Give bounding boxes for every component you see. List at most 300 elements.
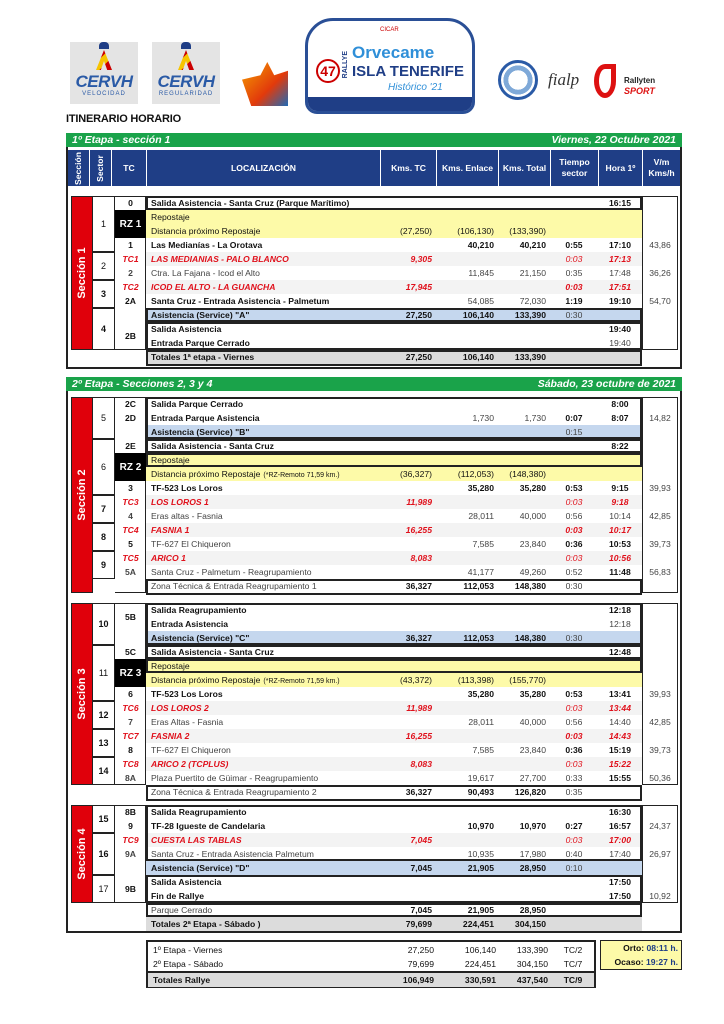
cell-tiempo: 0:30 bbox=[565, 581, 583, 591]
logo-sub-text: REGULARIDAD bbox=[158, 91, 214, 97]
rally-plate-logo bbox=[305, 18, 475, 114]
cell-vm: 36,26 bbox=[649, 268, 671, 278]
etapa2-title: 2º Etapa - Secciones 2, 3 y 4 bbox=[72, 378, 213, 390]
cell-vm: 42,85 bbox=[649, 717, 671, 727]
cell-kmen: 112,053 bbox=[463, 633, 494, 643]
cell-kmen: 10,935 bbox=[467, 849, 494, 859]
cell-tiempo: 0:03 bbox=[565, 525, 583, 535]
cell-tiempo: 0:30 bbox=[565, 633, 583, 643]
col-localizacion: LOCALIZACIÓN bbox=[147, 150, 381, 186]
cell-kmtc: (36,327) bbox=[399, 469, 432, 479]
summary-row-etapa1 bbox=[148, 943, 594, 957]
cell-kmto: (148,380) bbox=[509, 469, 546, 479]
logo-sub-text: VELOCIDAD bbox=[82, 91, 126, 97]
cell-tiempo: 0:27 bbox=[565, 821, 583, 831]
sector-number: 10 bbox=[93, 603, 115, 645]
sector-number: 15 bbox=[93, 805, 115, 833]
sector-number: 14 bbox=[93, 757, 115, 785]
cell-hora: 9:15 bbox=[611, 483, 629, 493]
cell-loc: Ctra. La Fajana - Icod el Alto bbox=[151, 268, 260, 278]
cell-kmtc: 8,083 bbox=[410, 759, 432, 769]
cell-hora: 16:15 bbox=[609, 198, 631, 208]
tc-code: TC8 bbox=[122, 759, 139, 769]
cell-tiempo: 0:55 bbox=[565, 240, 583, 250]
cell-kmen: 90,493 bbox=[467, 787, 494, 797]
cell-loc: Salida Asistencia - Santa Cruz bbox=[151, 647, 274, 657]
cell-loc: ICOD EL ALTO - LA GUANCHA bbox=[151, 282, 276, 292]
logo-brand-text: CERVH bbox=[75, 72, 133, 91]
cell-tiempo: 0:53 bbox=[565, 689, 583, 699]
cell-kmto: 23,840 bbox=[519, 539, 546, 549]
cell-loc: Zona Técnica & Entrada Reagrupamiento 2 bbox=[151, 787, 317, 797]
col-hora: Hora 1º bbox=[599, 150, 643, 186]
cell-hora: 17:50 bbox=[609, 891, 631, 901]
tc-code: 5A bbox=[125, 567, 136, 577]
cell-vm: 24,37 bbox=[649, 821, 671, 831]
cell-loc: Entrada Parque Cerrado bbox=[151, 338, 250, 348]
table-row bbox=[146, 238, 642, 252]
summary-label: 2º Etapa - Sábado bbox=[153, 959, 224, 969]
etapa2-date: Sábado, 23 octubre de 2021 bbox=[537, 378, 676, 390]
cell-kmen: 41,177 bbox=[467, 567, 494, 577]
cell-tiempo bbox=[550, 350, 598, 364]
cell-kmen: 106,140 bbox=[462, 310, 494, 320]
loc2-text: Distancia próximo Repostaje bbox=[151, 675, 261, 685]
col-kms-enlace: Kms. Enlace bbox=[437, 150, 499, 186]
cell-kmtc: 27,250 bbox=[405, 352, 432, 362]
cell-hora: 11:48 bbox=[609, 567, 631, 577]
cell-kmen: 112,053 bbox=[463, 581, 494, 591]
cell-loc: Salida Asistencia bbox=[151, 324, 222, 334]
cell-kmtc: 27,250 bbox=[405, 310, 432, 320]
tc-code: 1 bbox=[128, 240, 133, 250]
cell-loc: Asistencia (Service) "D" bbox=[151, 863, 250, 873]
tc-code: 2D bbox=[125, 413, 136, 423]
rz-note: (*RZ-Remoto 71,59 km.) bbox=[263, 678, 340, 685]
table-row bbox=[146, 350, 642, 364]
cell-loc: Salida Asistencia bbox=[151, 877, 222, 887]
fialp-logo: fialp bbox=[548, 70, 580, 89]
cell-tiempo: 0:33 bbox=[565, 773, 583, 783]
tc-code: 2C bbox=[125, 399, 136, 409]
tc-code: 8B bbox=[125, 807, 136, 817]
col-tiempo: Tiempo sector bbox=[551, 150, 599, 186]
summary-kmto: 437,540 bbox=[516, 975, 548, 985]
cell-kmtc: 7,045 bbox=[410, 835, 432, 845]
cell-loc: Repostaje bbox=[151, 212, 190, 222]
cell-loc: Zona Técnica & Entrada Reagrupamiento 1 bbox=[151, 581, 317, 591]
cell-kmen: 28,011 bbox=[468, 511, 494, 521]
cell-kmen: 35,280 bbox=[467, 483, 494, 493]
col-vm: V/m Kms/h bbox=[648, 157, 675, 178]
tc-code: 2B bbox=[125, 331, 136, 341]
crest-icon bbox=[94, 42, 114, 67]
cell-tiempo: 0:35 bbox=[565, 787, 583, 797]
cell-kmen bbox=[436, 336, 498, 350]
cell-kmtc: 16,255 bbox=[405, 731, 432, 741]
summary-tc: TC/7 bbox=[563, 959, 583, 969]
cell-kmen: 7,585 bbox=[472, 539, 494, 549]
cell-kmto: 148,380 bbox=[514, 633, 546, 643]
cell-kmen bbox=[436, 196, 498, 210]
cell-vm: 10,92 bbox=[649, 891, 671, 901]
cell-loc: Asistencia (Service) "A" bbox=[151, 310, 250, 320]
sector-number: 7 bbox=[93, 495, 115, 523]
cell-hora: 16:57 bbox=[609, 821, 631, 831]
table-row bbox=[146, 294, 642, 308]
sector-number: 12 bbox=[93, 701, 115, 729]
cell-vm: 39,93 bbox=[649, 689, 671, 699]
tc-code: 5B bbox=[125, 612, 136, 622]
cell-kmen: 1,730 bbox=[472, 413, 494, 423]
cell-tiempo: 0:03 bbox=[565, 703, 583, 713]
sector-number: 16 bbox=[93, 833, 115, 875]
sector-number: 11 bbox=[93, 645, 115, 701]
cell-hora: 14:43 bbox=[609, 731, 631, 741]
plate-line2: ISLA TENERIFE bbox=[352, 63, 464, 80]
cervh-velocidad-logo bbox=[70, 42, 138, 104]
sector-number: 4 bbox=[93, 308, 115, 350]
cell-loc: Plaza Puertito de Güimar - Reagrupamiento bbox=[151, 773, 319, 783]
plate-cicar: CICAR bbox=[380, 27, 399, 33]
cell-kmen: 10,970 bbox=[467, 821, 494, 831]
cell-kmto: 304,150 bbox=[514, 919, 546, 929]
cell-tiempo: 0:36 bbox=[565, 539, 583, 549]
sector-number: 3 bbox=[93, 280, 115, 308]
sector-number: 8 bbox=[93, 523, 115, 551]
cell-kmen: 40,210 bbox=[467, 240, 494, 250]
cell-loc: Repostaje bbox=[151, 455, 190, 465]
summary-label: Totales Rallye bbox=[153, 975, 211, 985]
cell-kmto: 23,840 bbox=[519, 745, 546, 755]
summary-row-total bbox=[148, 971, 594, 987]
tc-code: 7 bbox=[128, 717, 133, 727]
cell-hora: 17:40 bbox=[609, 849, 631, 859]
cell-tiempo: 0:56 bbox=[565, 511, 583, 521]
cell-hora bbox=[598, 308, 642, 322]
cell-loc: Parque Cerrado bbox=[151, 905, 213, 915]
cell-tiempo: 0:03 bbox=[565, 254, 583, 264]
cell-hora: 10:53 bbox=[609, 539, 631, 549]
cell-tiempo: 0:30 bbox=[565, 310, 583, 320]
cell-loc: Las Medianías - La Orotava bbox=[151, 240, 263, 250]
summary-kmen: 106,140 bbox=[464, 945, 496, 955]
cell-loc: Totales 2ª Etapa - Sábado ) bbox=[151, 919, 261, 929]
cell-kmto: 40,210 bbox=[519, 240, 546, 250]
summary-row-etapa2 bbox=[148, 957, 594, 971]
orto-line bbox=[601, 941, 678, 955]
tc-code: TC1 bbox=[122, 254, 139, 264]
tc-code: TC4 bbox=[122, 525, 139, 535]
refuel-zone-badge: RZ 1 bbox=[115, 210, 146, 238]
cell-kmtc: 9,305 bbox=[410, 254, 432, 264]
tc-code: 6 bbox=[128, 689, 133, 699]
loc2-text: Distancia próximo Repostaje bbox=[151, 469, 261, 479]
cell-kmen: (113,398) bbox=[457, 675, 494, 685]
summary-kmtc: 106,949 bbox=[402, 975, 434, 985]
rallyten-line1: Rallyten bbox=[624, 76, 656, 85]
cell-loc2 bbox=[146, 224, 380, 238]
cell-hora: 12:18 bbox=[609, 605, 631, 615]
summary-kmtc: 79,699 bbox=[407, 959, 434, 969]
cell-loc: Entrada Asistencia bbox=[151, 619, 229, 629]
cell-kmto bbox=[498, 322, 550, 336]
tc-code: 3 bbox=[128, 483, 133, 493]
cell-kmto bbox=[498, 196, 550, 210]
summary-tc: TC/2 bbox=[563, 945, 583, 955]
cell-kmto: 35,280 bbox=[519, 689, 546, 699]
rallyten-text bbox=[624, 76, 655, 97]
cell-kmtc: 11,989 bbox=[406, 703, 432, 713]
section-label-1 bbox=[71, 196, 93, 350]
cell-tiempo bbox=[550, 322, 598, 336]
cell-loc: Entrada Parque Asistencia bbox=[151, 413, 260, 423]
cell-kmto: 40,000 bbox=[519, 717, 546, 727]
cell-kmto: 40,000 bbox=[519, 511, 546, 521]
cell-kmtc: (27,250) bbox=[399, 226, 432, 236]
col-kms-total: Kms. Total bbox=[499, 150, 551, 186]
orto-value: 08:11 h. bbox=[646, 943, 678, 953]
cell-loc: FASNIA 2 bbox=[151, 731, 190, 741]
tc-code: 8A bbox=[125, 773, 136, 783]
tc-code: TC2 bbox=[122, 282, 139, 292]
section-label-3-text: Sección 3 bbox=[76, 668, 88, 720]
col-tc: TC bbox=[112, 150, 147, 186]
cell-loc: CUESTA LAS TABLAS bbox=[151, 835, 242, 845]
table-row bbox=[146, 336, 642, 350]
col-sector: Sector bbox=[90, 150, 112, 186]
etapa1-title: 1º Etapa - sección 1 bbox=[72, 134, 171, 146]
cell-hora: 8:22 bbox=[611, 441, 629, 451]
cell-kmtc: 36,327 bbox=[405, 787, 432, 797]
tc-code: 2 bbox=[128, 268, 133, 278]
cell-tiempo: 0:53 bbox=[565, 483, 583, 493]
sector-number: 1 bbox=[93, 196, 115, 252]
cell-kmtc: 16,255 bbox=[405, 525, 432, 535]
cell-loc: Repostaje bbox=[151, 661, 190, 671]
cell-loc: Salida Asistencia - Santa Cruz (Parque Marítimo) bbox=[151, 198, 350, 208]
cell-vm: 50,36 bbox=[649, 773, 671, 783]
loc2-text: Distancia próximo Repostaje bbox=[151, 226, 261, 236]
cell-hora: 8:00 bbox=[611, 399, 629, 409]
cell-hora: 10:17 bbox=[609, 525, 631, 535]
cell-tiempo: 0:03 bbox=[565, 497, 583, 507]
cell-kmtc: 11,989 bbox=[406, 497, 432, 507]
fca-logo bbox=[242, 62, 288, 106]
section-label-2-text: Sección 2 bbox=[76, 469, 88, 521]
cell-kmen: 28,011 bbox=[468, 717, 494, 727]
cell-vm: 39,93 bbox=[649, 483, 671, 493]
cell-loc: Salida Asistencia - Santa Cruz bbox=[151, 441, 274, 451]
logo-brand-text: CERVH bbox=[157, 72, 215, 91]
header-logos bbox=[60, 14, 690, 114]
ocaso-value: 19:27 h. bbox=[645, 957, 678, 967]
etapa1-date: Viernes, 22 Octubre 2021 bbox=[551, 134, 676, 146]
cell-kmen: 19,617 bbox=[467, 773, 494, 783]
cell-kmto: 27,700 bbox=[519, 773, 546, 783]
cell-loc: Santa Cruz - Palmetum - Reagrupamiento bbox=[151, 567, 312, 577]
cell-loc: LAS MEDIANIAS - PALO BLANCO bbox=[151, 254, 289, 264]
cell-kmtc: (43,372) bbox=[399, 675, 432, 685]
cell-loc: Asistencia (Service) "C" bbox=[151, 633, 250, 643]
cell-hora: 8:07 bbox=[611, 413, 629, 423]
section-label-4-text: Sección 4 bbox=[76, 828, 88, 880]
sector-number: 13 bbox=[93, 729, 115, 757]
cell-loc: ARICO 2 (TCPLUS) bbox=[151, 759, 229, 769]
cell-hora: 13:44 bbox=[609, 703, 631, 713]
cell-kmtc: 8,083 bbox=[410, 553, 432, 563]
cell-loc: Eras altas - Fasnia bbox=[151, 511, 223, 521]
cell-kmen: 35,280 bbox=[467, 689, 494, 699]
rz-note: (*RZ-Remoto 71,59 km.) bbox=[263, 472, 340, 479]
cell-hora: 14:40 bbox=[609, 717, 631, 727]
plate-rally: RALLYE bbox=[342, 51, 349, 79]
cell-kmtc bbox=[380, 238, 436, 252]
cell-kmen: (106,130) bbox=[457, 226, 494, 236]
cell-kmen: 7,585 bbox=[472, 745, 494, 755]
cell-tiempo: 0:03 bbox=[565, 731, 583, 741]
cell-tiempo: 0:35 bbox=[565, 268, 583, 278]
cell-kmen: 106,140 bbox=[462, 352, 494, 362]
cell-vm: 26,97 bbox=[649, 849, 671, 859]
cell-vm: 56,83 bbox=[649, 567, 671, 577]
page-title: ITINERARIO HORARIO bbox=[66, 113, 181, 125]
cell-kmen bbox=[436, 322, 498, 336]
cell-hora: 17:50 bbox=[609, 877, 631, 887]
tc-code: 2A bbox=[125, 296, 136, 306]
table-row bbox=[146, 196, 642, 210]
cell-tiempo: 0:56 bbox=[565, 717, 583, 727]
cell-hora: 9:18 bbox=[611, 497, 629, 507]
cell-tiempo: 0:15 bbox=[565, 427, 583, 437]
cell-kmto: 1,730 bbox=[524, 413, 546, 423]
cell-hora: 17:00 bbox=[609, 835, 631, 845]
cell-loc: Totales 1ª etapa - Viernes bbox=[151, 352, 255, 362]
table-row bbox=[146, 280, 642, 294]
cell-loc: Salida Parque Cerrado bbox=[151, 399, 244, 409]
cell-kmto: 28,950 bbox=[519, 905, 546, 915]
ocaso-line bbox=[601, 955, 678, 969]
cell-tiempo: 0:40 bbox=[565, 849, 583, 859]
summary-table bbox=[146, 940, 596, 988]
cell-loc: Santa Cruz - Entrada Asistencia - Palmetum bbox=[151, 296, 330, 306]
summary-kmtc: 27,250 bbox=[407, 945, 434, 955]
cell-kmen: 54,085 bbox=[467, 296, 494, 306]
sun-times-box bbox=[600, 940, 682, 970]
cell-tiempo bbox=[550, 196, 598, 210]
cell-vm: 39,73 bbox=[649, 745, 671, 755]
cell-kmen: 21,905 bbox=[467, 863, 494, 873]
cell-kmto: (133,390) bbox=[509, 226, 546, 236]
cell-vm: 14,82 bbox=[649, 413, 671, 423]
cell-loc: FASNIA 1 bbox=[151, 525, 190, 535]
tc-code: TC3 bbox=[122, 497, 139, 507]
cell-kmto: 17,980 bbox=[519, 849, 546, 859]
cell-kmto: 133,390 bbox=[514, 352, 546, 362]
cervh-regularidad-logo bbox=[152, 42, 220, 104]
tc-code: 9B bbox=[125, 884, 136, 894]
tc-code: TC9 bbox=[122, 835, 139, 845]
tc-code: 0 bbox=[128, 198, 133, 208]
cell-hora: 19:10 bbox=[609, 296, 631, 306]
cell-hora: 13:41 bbox=[609, 689, 631, 699]
cell-kmto: 126,820 bbox=[514, 787, 546, 797]
tc-code: 5 bbox=[128, 539, 133, 549]
cell-vm: 39,73 bbox=[649, 539, 671, 549]
sector-number: 6 bbox=[93, 439, 115, 495]
cell-loc: Salida Reagrupamiento bbox=[151, 605, 247, 615]
summary-kmen: 224,451 bbox=[464, 959, 496, 969]
cell-kmto: 10,970 bbox=[519, 821, 546, 831]
cell-kmen bbox=[436, 280, 498, 294]
cell-hora: 19:40 bbox=[609, 324, 631, 334]
cell-vm: 43,86 bbox=[649, 240, 671, 250]
cell-loc: Fin de Rallye bbox=[151, 891, 205, 901]
tc-code: 8 bbox=[128, 745, 133, 755]
cell-kmtc: 36,327 bbox=[405, 633, 432, 643]
cell-hora: 17:51 bbox=[609, 282, 631, 292]
cell-vm: 42,85 bbox=[649, 511, 671, 521]
cell-kmto bbox=[498, 280, 550, 294]
cell-kmtc bbox=[380, 336, 436, 350]
cell-kmto: (155,770) bbox=[509, 675, 546, 685]
cell-kmto: 133,390 bbox=[514, 310, 546, 320]
cell-hora: 15:55 bbox=[609, 773, 631, 783]
cell-tiempo: 0:03 bbox=[565, 282, 583, 292]
cell-kmto: 35,280 bbox=[519, 483, 546, 493]
plate-band bbox=[308, 97, 472, 111]
cell-kmen: 11,845 bbox=[468, 268, 494, 278]
cell-loc: Eras Altas - Fasnia bbox=[151, 717, 224, 727]
cell-kmen: 224,451 bbox=[462, 919, 494, 929]
cell-loc: TF-523 Los Loros bbox=[151, 483, 223, 493]
cell-kmtc: 36,327 bbox=[405, 581, 432, 591]
cell-hora: 12:48 bbox=[609, 647, 631, 657]
crest-icon bbox=[176, 42, 196, 67]
col-seccion: Sección bbox=[68, 150, 90, 186]
cell-tiempo: 0:36 bbox=[565, 745, 583, 755]
plate-line1: Orvecame bbox=[352, 43, 435, 62]
cell-kmtc bbox=[380, 294, 436, 308]
cell-kmto: 72,030 bbox=[519, 296, 546, 306]
plate-number: 47 bbox=[316, 59, 340, 83]
cell-kmtc: 79,699 bbox=[405, 919, 432, 929]
table-row bbox=[146, 266, 642, 280]
cell-kmto: 49,260 bbox=[519, 567, 546, 577]
cell-tiempo: 0:03 bbox=[565, 835, 583, 845]
cell-kmtc bbox=[380, 266, 436, 280]
cell-kmto: 21,150 bbox=[519, 268, 546, 278]
cell-kmto: 28,950 bbox=[519, 863, 546, 873]
cell-vm: 54,70 bbox=[649, 296, 671, 306]
cell-hora: 15:22 bbox=[609, 759, 631, 769]
orto-label: Orto: bbox=[623, 943, 645, 953]
rallyten-line2: SPORT bbox=[624, 86, 655, 96]
col-kms-tc: Kms. TC bbox=[381, 150, 437, 186]
refuel-zone-badge: RZ 2 bbox=[115, 453, 146, 481]
sector-number: 2 bbox=[93, 252, 115, 280]
cell-tiempo: 0:03 bbox=[565, 759, 583, 769]
cell-loc: TF-627 El Chiqueron bbox=[151, 539, 231, 549]
cell-loc: LOS LOROS 2 bbox=[151, 703, 209, 713]
cell-hora: 19:40 bbox=[609, 338, 631, 348]
cell-tiempo: 0:03 bbox=[565, 553, 583, 563]
cell-hora: 12:18 bbox=[609, 619, 631, 629]
cell-hora: 10:14 bbox=[609, 511, 631, 521]
cell-kmtc bbox=[380, 196, 436, 210]
cell-hora: 17:48 bbox=[609, 268, 631, 278]
cell-loc: Asistencia (Service) "B" bbox=[151, 427, 250, 437]
